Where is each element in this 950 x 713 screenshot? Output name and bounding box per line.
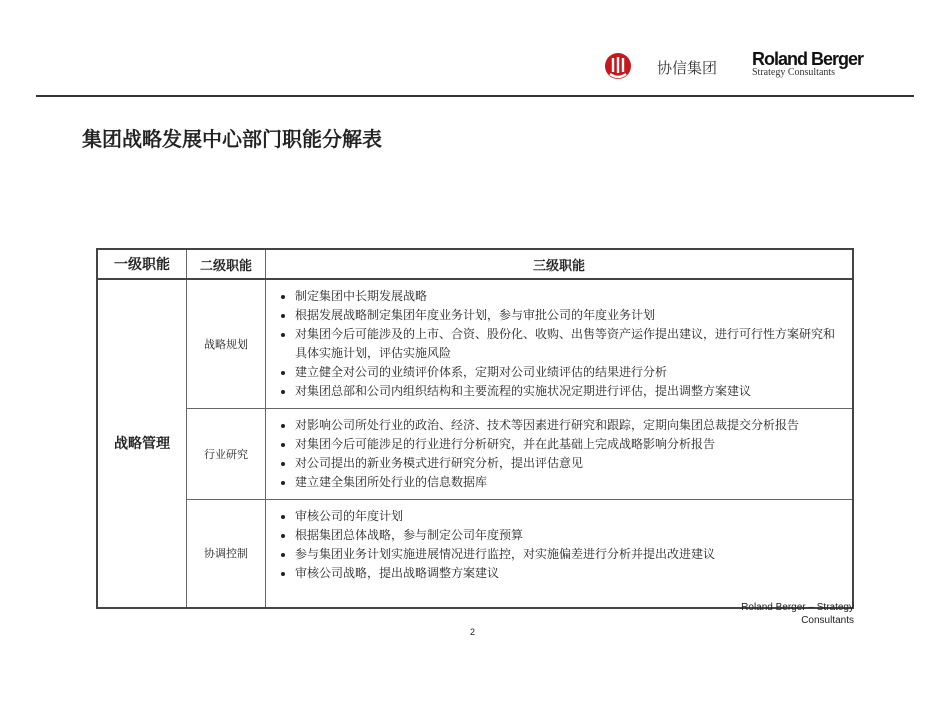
header-level1: 一级职能 [97, 249, 187, 279]
level3-list [267, 410, 851, 498]
list-item: • 对集团总部和公司内组织结构和主要流程的实施状况定期进行评估，提出调整方案建议 [295, 382, 841, 401]
table-header-row [97, 249, 853, 279]
list-item: • 对公司提出的新业务模式进行研究分析，提出评估意见 [295, 454, 841, 473]
source-note: Roland Berger – Strategy Consultants [741, 602, 854, 626]
level3-list [267, 281, 851, 407]
table-row [97, 279, 853, 409]
list-item: • 对影响公司所处行业的政治、经济、技术等因素进行研究和跟踪，定期向集团总裁提交分析报告 [295, 416, 841, 435]
list-item: • 审核公司的年度计划 [295, 507, 841, 526]
header-level3: 三级职能 [266, 249, 854, 279]
list-item: • 建立建全集团所处行业的信息数据库 [295, 473, 841, 492]
function-table [96, 248, 854, 609]
company-name: 协信集团 [657, 61, 718, 77]
table-row [97, 409, 853, 500]
page-title: 集团战略发展中心部门职能分解表 [82, 129, 382, 151]
list-item: • 审核公司战略，提出战略调整方案建议 [295, 564, 841, 583]
list-item: • 参与集团业务计划实施进展情况进行监控，对实施偏差进行分析并提出改进建议 [295, 545, 841, 564]
company-logo-icon [602, 52, 634, 82]
header-level2: 二级职能 [187, 249, 266, 279]
list-item: • 对集团今后可能涉及的上市、合资、股份化、收购、出售等资产运作提出建议，进行可行性方案研究和具体实施计划，评估实施风险 [295, 325, 841, 363]
list-item: • 制定集团中长期发展战略 [295, 287, 841, 306]
level2-cell: 战略规划 [187, 279, 266, 409]
level3-list [267, 501, 851, 589]
page-number: 2 [470, 627, 476, 637]
list-item: • 建立健全对公司的业绩评价体系，定期对公司业绩评估的结果进行分析 [295, 363, 841, 382]
header-divider [36, 95, 914, 97]
level1-cell: 战略管理 [97, 279, 187, 608]
list-item: • 根据集团总体战略，参与制定公司年度预算 [295, 526, 841, 545]
level2-cell: 行业研究 [187, 409, 266, 500]
list-item: • 根据发展战略制定集团年度业务计划，参与审批公司的年度业务计划 [295, 306, 841, 325]
table-row [97, 500, 853, 608]
level2-cell: 协调控制 [187, 500, 266, 608]
list-item: • 对集团今后可能涉足的行业进行分析研究，并在此基础上完成战略影响分析报告 [295, 435, 841, 454]
roland-berger-logo: Roland Berger Strategy Consultants [752, 49, 864, 78]
